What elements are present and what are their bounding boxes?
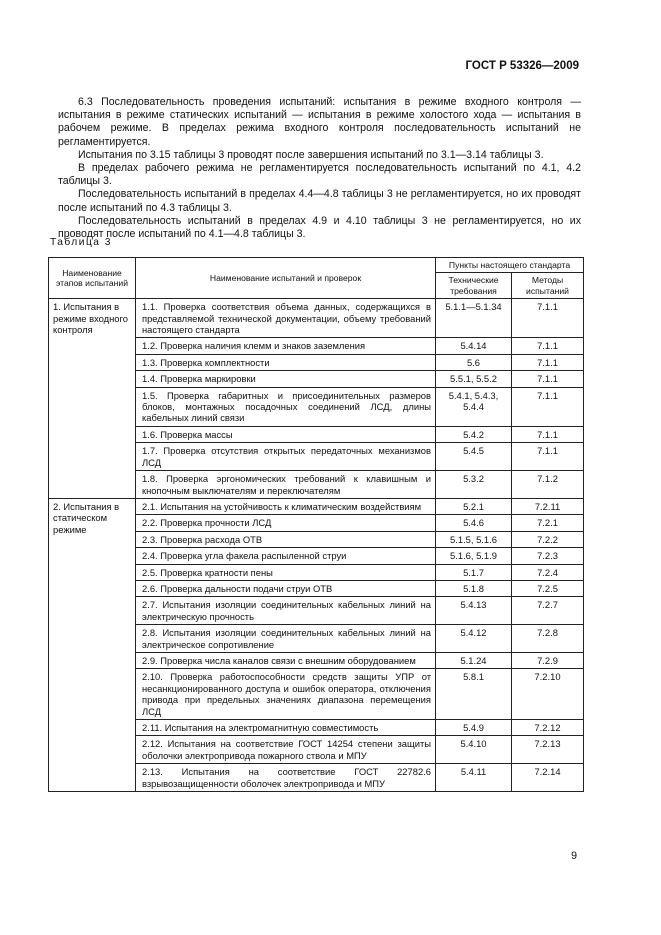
paragraph: Последовательность испытаний в пределах 4.4—4.8 таблицы 3 не регламентируется, но их проводят после испытаний по 4.3 таблицы 3. [58,188,581,214]
header-test: Наименование испытаний и проверок [136,258,436,299]
test-cell: 2.9. Проверка числа каналов связи с внешним оборудованием [136,652,436,668]
test-cell: 2.4. Проверка угла факела распыленной струи [136,548,436,564]
test-cell: 1.3. Проверка комплектности [136,354,436,370]
requirement-cell: 5.4.2 [436,426,512,442]
document-id: ГОСТ Р 53326—2009 [465,60,579,72]
tests-table [48,257,584,792]
test-cell: 2.7. Испытания изоляции соединительных кабельных линий на электрическую прочность [136,597,436,625]
header-methods: Методы испытаний [512,273,584,299]
requirement-cell: 5.1.7 [436,564,512,580]
method-cell: 7.1.1 [512,299,584,338]
method-cell: 7.2.4 [512,564,584,580]
test-cell: 1.5. Проверка габаритных и присоединительных размеров блоков, монтажных посадочных соединений ЛСД, длины кабельных линий связи [136,387,436,426]
test-cell: 2.8. Испытания изоляции соединительных кабельных линий на электрическое сопротивление [136,625,436,653]
method-cell: 7.2.12 [512,720,584,736]
requirement-cell: 5.4.5 [436,443,512,471]
requirement-cell: 5.4.1, 5.4.3, 5.4.4 [436,387,512,426]
method-cell: 7.2.9 [512,652,584,668]
test-cell: 1.2. Проверка наличия клемм и знаков заземления [136,338,436,354]
method-cell: 7.1.1 [512,426,584,442]
method-cell: 7.2.14 [512,764,584,792]
requirement-cell: 5.6 [436,354,512,370]
method-cell: 7.2.7 [512,597,584,625]
stage-cell: 2. Испытания в статическом режиме [49,498,136,791]
table-header-row [49,258,584,273]
paragraph: Последовательность испытаний в пределах 4.9 и 4.10 таблицы 3 не регламентируется, но их проводят после испытаний по 4.1—4.8 таблицы 3. [58,214,581,241]
test-cell: 2.10. Проверка работоспособности средств защиты УПР от несанкционированного доступа и ошибок оператора, отключения привода при предельных значениях диапазона перемещения ЛСД [136,669,436,720]
header-stage: Наименование этапов испытаний [49,258,136,299]
paragraph: В пределах рабочего режима не регламентируется последовательность испытаний по 4.1, 4.2 таблицы 3. [58,162,581,188]
requirement-cell: 5.1.1—5.1.34 [436,299,512,338]
method-cell: 7.2.2 [512,531,584,547]
requirement-cell: 5.5.1, 5.5.2 [436,371,512,387]
method-cell: 7.1.2 [512,471,584,499]
requirement-cell: 5.4.9 [436,720,512,736]
test-cell: 2.11. Испытания на электромагнитную совместимость [136,720,436,736]
method-cell: 7.2.10 [512,669,584,720]
test-cell: 1.6. Проверка массы [136,426,436,442]
requirement-cell: 5.1.24 [436,652,512,668]
requirement-cell: 5.4.13 [436,597,512,625]
method-cell: 7.2.1 [512,515,584,531]
requirement-cell: 5.1.6, 5.1.9 [436,548,512,564]
method-cell: 7.1.1 [512,443,584,471]
test-cell: 2.13. Испытания на соответствие ГОСТ 22782.6 взрывозащищенности оболочек электропривода и МПУ [136,764,436,792]
test-cell: 2.2. Проверка прочности ЛСД [136,515,436,531]
requirement-cell: 5.1.8 [436,580,512,596]
method-cell: 7.1.1 [512,354,584,370]
requirement-cell: 5.4.10 [436,736,512,764]
method-cell: 7.1.1 [512,338,584,354]
method-cell: 7.2.5 [512,580,584,596]
requirement-cell: 5.2.1 [436,498,512,514]
requirement-cell: 5.4.12 [436,625,512,653]
page-number: 9 [571,850,577,862]
test-cell: 2.1. Испытания на устойчивость к климатическим воздействиям [136,498,436,514]
table-row [49,498,584,514]
test-cell: 2.5. Проверка кратности пены [136,564,436,580]
test-cell: 2.12. Испытания на соответствие ГОСТ 14254 степени защиты оболочки электропривода пожарного ствола и МПУ [136,736,436,764]
requirement-cell: 5.8.1 [436,669,512,720]
test-cell: 1.7. Проверка отсутствия открытых передаточных механизмов ЛСД [136,443,436,471]
method-cell: 7.2.11 [512,498,584,514]
requirement-cell: 5.4.6 [436,515,512,531]
method-cell: 7.1.1 [512,371,584,387]
test-cell: 1.1. Проверка соответствия объема данных, содержащихся в представляемой технической документации, объему требований настоящего стандарта [136,299,436,338]
stage-cell: 1. Испытания в режиме входного контроля [49,299,136,499]
requirement-cell: 5.1.5, 5.1.6 [436,531,512,547]
paragraph: Испытания по 3.15 таблицы 3 проводят после завершения испытаний по 3.1—3.14 таблицы 3. [78,148,544,161]
intro-text [58,96,581,241]
table-caption: Таблица 3 [50,237,112,248]
method-cell: 7.1.1 [512,387,584,426]
table-row [49,299,584,338]
requirement-cell: 5.4.11 [436,764,512,792]
paragraph: 6.3 Последовательность проведения испытаний: испытания в режиме входного контроля — испытания в режиме статических испытаний — испытания в режиме холостого хода — испытания в рабочем режиме. В пределах режима входного контроля последовательность испытаний не регламентируется. [58,96,581,148]
method-cell: 7.2.3 [512,548,584,564]
test-cell: 1.8. Проверка эргономических требований к клавишным и кнопочным выключателям и переключателям [136,471,436,499]
test-cell: 2.6. Проверка дальности подачи струи ОТВ [136,580,436,596]
method-cell: 7.2.8 [512,625,584,653]
method-cell: 7.2.13 [512,736,584,764]
header-points: Пункты настоящего стандарта [436,258,584,273]
requirement-cell: 5.4.14 [436,338,512,354]
test-cell: 1.4. Проверка маркировки [136,371,436,387]
test-cell: 2.3. Проверка расхода ОТВ [136,531,436,547]
table-body [49,299,584,792]
requirement-cell: 5.3.2 [436,471,512,499]
header-requirements: Технические требования [436,273,512,299]
